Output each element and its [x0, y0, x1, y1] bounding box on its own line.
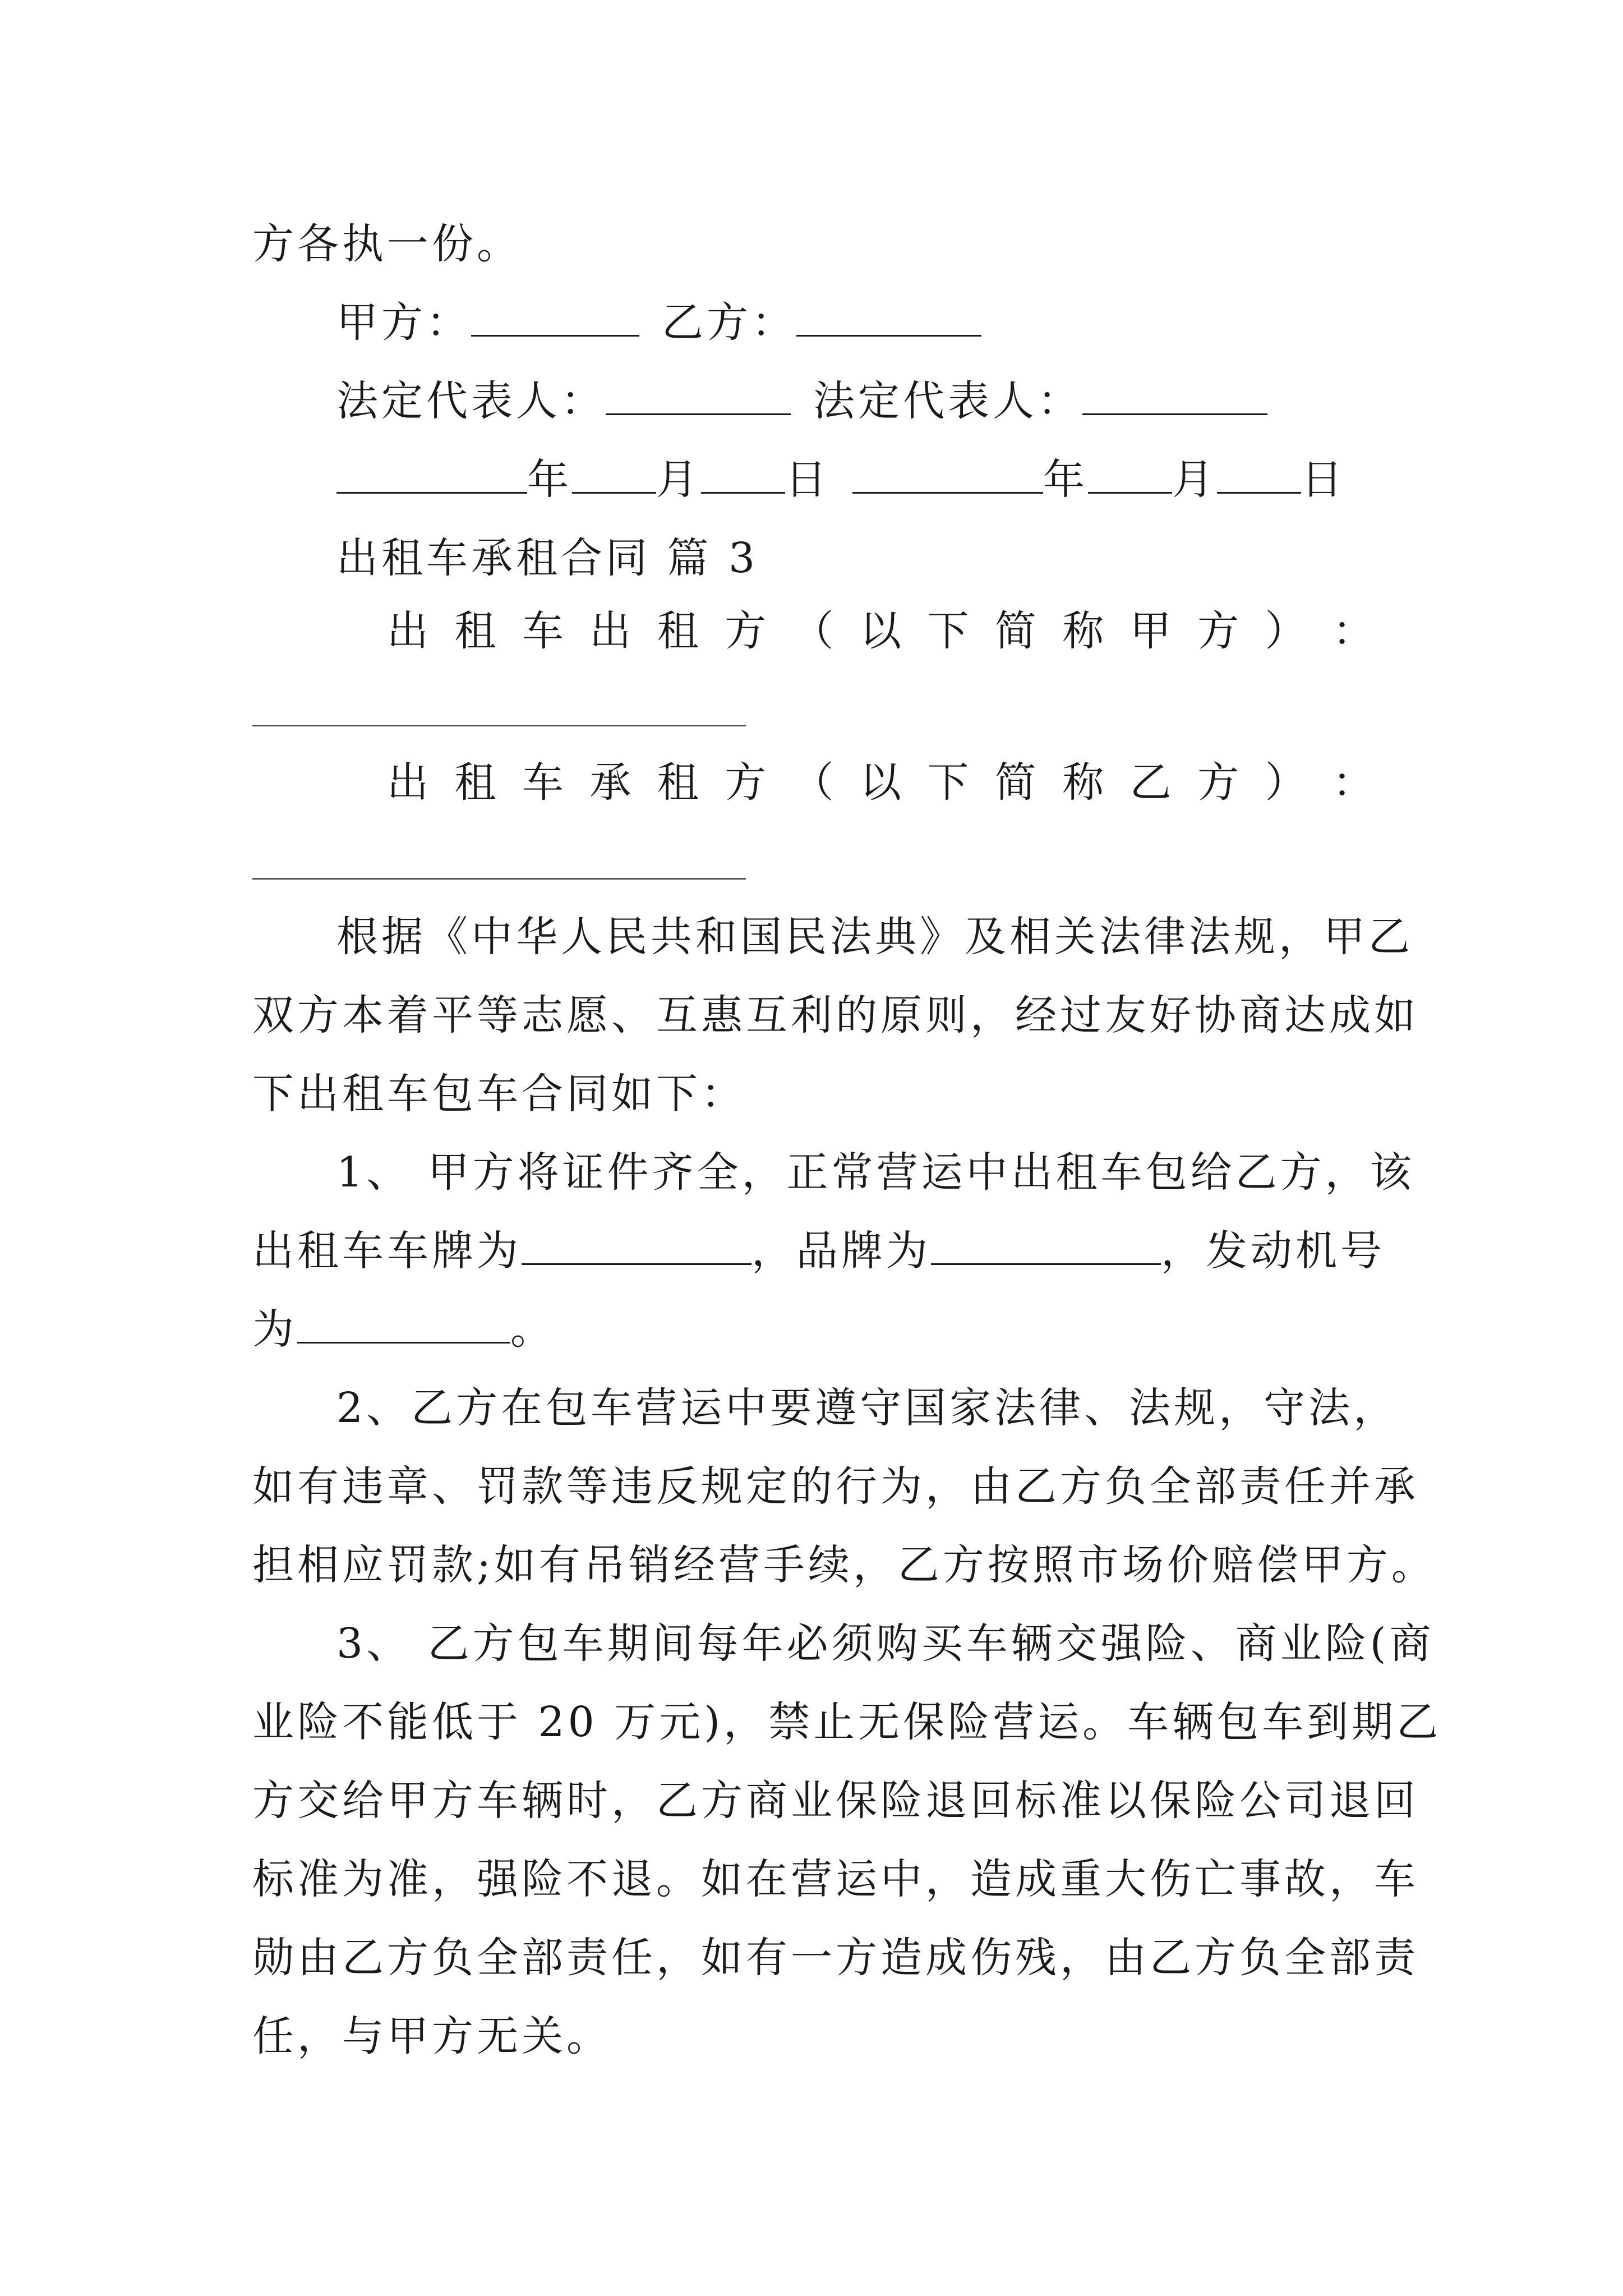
clause-1-line [252, 1290, 1391, 1369]
spread-char: ） [1265, 758, 1307, 807]
spread-char: 出 [387, 607, 428, 655]
spread-char: 租 [454, 607, 496, 655]
year-a-label: 年 [527, 455, 572, 504]
brand-blank [931, 1230, 1161, 1265]
spread-char: 租 [657, 758, 699, 807]
party-a-blank [471, 301, 639, 337]
engine-blank [297, 1308, 510, 1343]
lessee-blank-rule [252, 878, 746, 880]
clause-3-line: 3、 乙方包车期间每年必须购买车辆交强险、商业险(商 [336, 1619, 1435, 1668]
spread-char: 下 [927, 607, 969, 655]
spread-char: ： [1332, 758, 1374, 807]
clause-3-line: 业险不能低于 20 万元)，禁止无保险营运。车辆包车到期乙 [252, 1698, 1442, 1746]
spread-char: 车 [522, 607, 564, 655]
spread-char: 甲 [1129, 607, 1172, 655]
spread-char: 方 [725, 758, 767, 807]
spread-char: 以 [859, 758, 901, 807]
signature-representatives-line [336, 362, 1475, 440]
spread-char: 简 [994, 758, 1036, 807]
clause-3-line: 标准为准，强险不退。如在营运中，造成重大伤亡事故，车 [252, 1855, 1419, 1903]
year-a-blank [336, 458, 527, 494]
month-b-label: 月 [1172, 455, 1217, 504]
paragraph-line: 下出租车包车合同如下： [252, 1070, 746, 1118]
spread-char: 以 [859, 607, 901, 655]
signature-dates-line [336, 440, 1475, 519]
spread-char: 租 [657, 607, 699, 655]
day-a-blank [701, 458, 785, 494]
spread-char: 下 [927, 758, 969, 807]
brand-label: ，品牌为 [751, 1227, 931, 1275]
lessor-line [387, 592, 1374, 670]
lessee-line [387, 743, 1374, 822]
clause-3-line: 勋由乙方负全部责任，如有一方造成伤残，由乙方负全部责 [252, 1934, 1419, 1982]
section-heading: 出租车承租合同 篇 3 [336, 534, 759, 582]
spread-char: ） [1265, 607, 1307, 655]
spread-char: 简 [994, 607, 1036, 655]
spread-char: 乙 [1129, 758, 1172, 807]
spread-char: ： [1332, 607, 1374, 655]
clause-2-line: 2、乙方在包车营运中要遵守国家法律、法规，守法， [336, 1384, 1399, 1432]
year-b-blank [852, 458, 1043, 494]
clause-2-line: 担相应罚款;如有吊销经营手续，乙方按照市场价赔偿甲方。 [252, 1541, 1436, 1589]
day-a-label: 日 [785, 455, 830, 504]
spread-char: 方 [725, 607, 767, 655]
rep-b-blank [1082, 380, 1267, 415]
paragraph-line: 双方本着平等志愿、互惠互利的原则，经过友好协商达成如 [252, 991, 1419, 1039]
clause-1-line: 1、 甲方将证件齐全，正常营运中出租车包给乙方，该 [336, 1148, 1415, 1197]
engine-suffix: 。 [510, 1305, 555, 1354]
plate-label: 出租车车牌为 [252, 1227, 522, 1275]
spread-char: 车 [522, 758, 564, 807]
signature-parties-line [336, 283, 1475, 362]
rep-b-label: 法定代表人： [813, 377, 1082, 425]
clause-3-line: 方交给甲方车辆时，乙方商业保险退回标准以保险公司退回 [252, 1777, 1419, 1825]
spread-char: 租 [454, 758, 496, 807]
spread-char: 承 [589, 758, 631, 807]
spread-char: 称 [1062, 758, 1104, 807]
text-line: 方各执一份。 [252, 220, 522, 268]
day-b-label: 日 [1301, 455, 1346, 504]
spread-char: （ [792, 607, 834, 655]
month-b-blank [1088, 458, 1172, 494]
engine-label: ，发动机号 [1161, 1227, 1385, 1275]
rep-a-label: 法定代表人： [336, 377, 606, 425]
day-b-blank [1217, 458, 1301, 494]
spread-char: 称 [1062, 607, 1104, 655]
clause-3-line: 任，与甲方无关。 [252, 2012, 611, 2060]
clause-2-line: 如有违章、罚款等违反规定的行为，由乙方负全部责任并承 [252, 1462, 1419, 1511]
clause-1-line [252, 1212, 1391, 1290]
spread-char: 出 [589, 607, 631, 655]
engine-prefix: 为 [252, 1305, 297, 1354]
spread-char: 方 [1197, 758, 1239, 807]
lessor-blank-rule [252, 725, 746, 726]
month-a-blank [572, 458, 656, 494]
spread-char: 方 [1197, 607, 1239, 655]
rep-a-blank [606, 380, 791, 415]
spread-char: （ [792, 758, 834, 807]
party-b-label: 乙方： [662, 298, 796, 347]
year-b-label: 年 [1043, 455, 1088, 504]
plate-blank [522, 1230, 751, 1265]
party-a-label: 甲方： [336, 298, 471, 347]
spread-char: 出 [387, 758, 428, 807]
party-b-blank [796, 301, 981, 337]
month-a-label: 月 [656, 455, 701, 504]
paragraph-line: 根据《中华人民共和国民法典》及相关法律法规，甲乙 [336, 913, 1413, 961]
